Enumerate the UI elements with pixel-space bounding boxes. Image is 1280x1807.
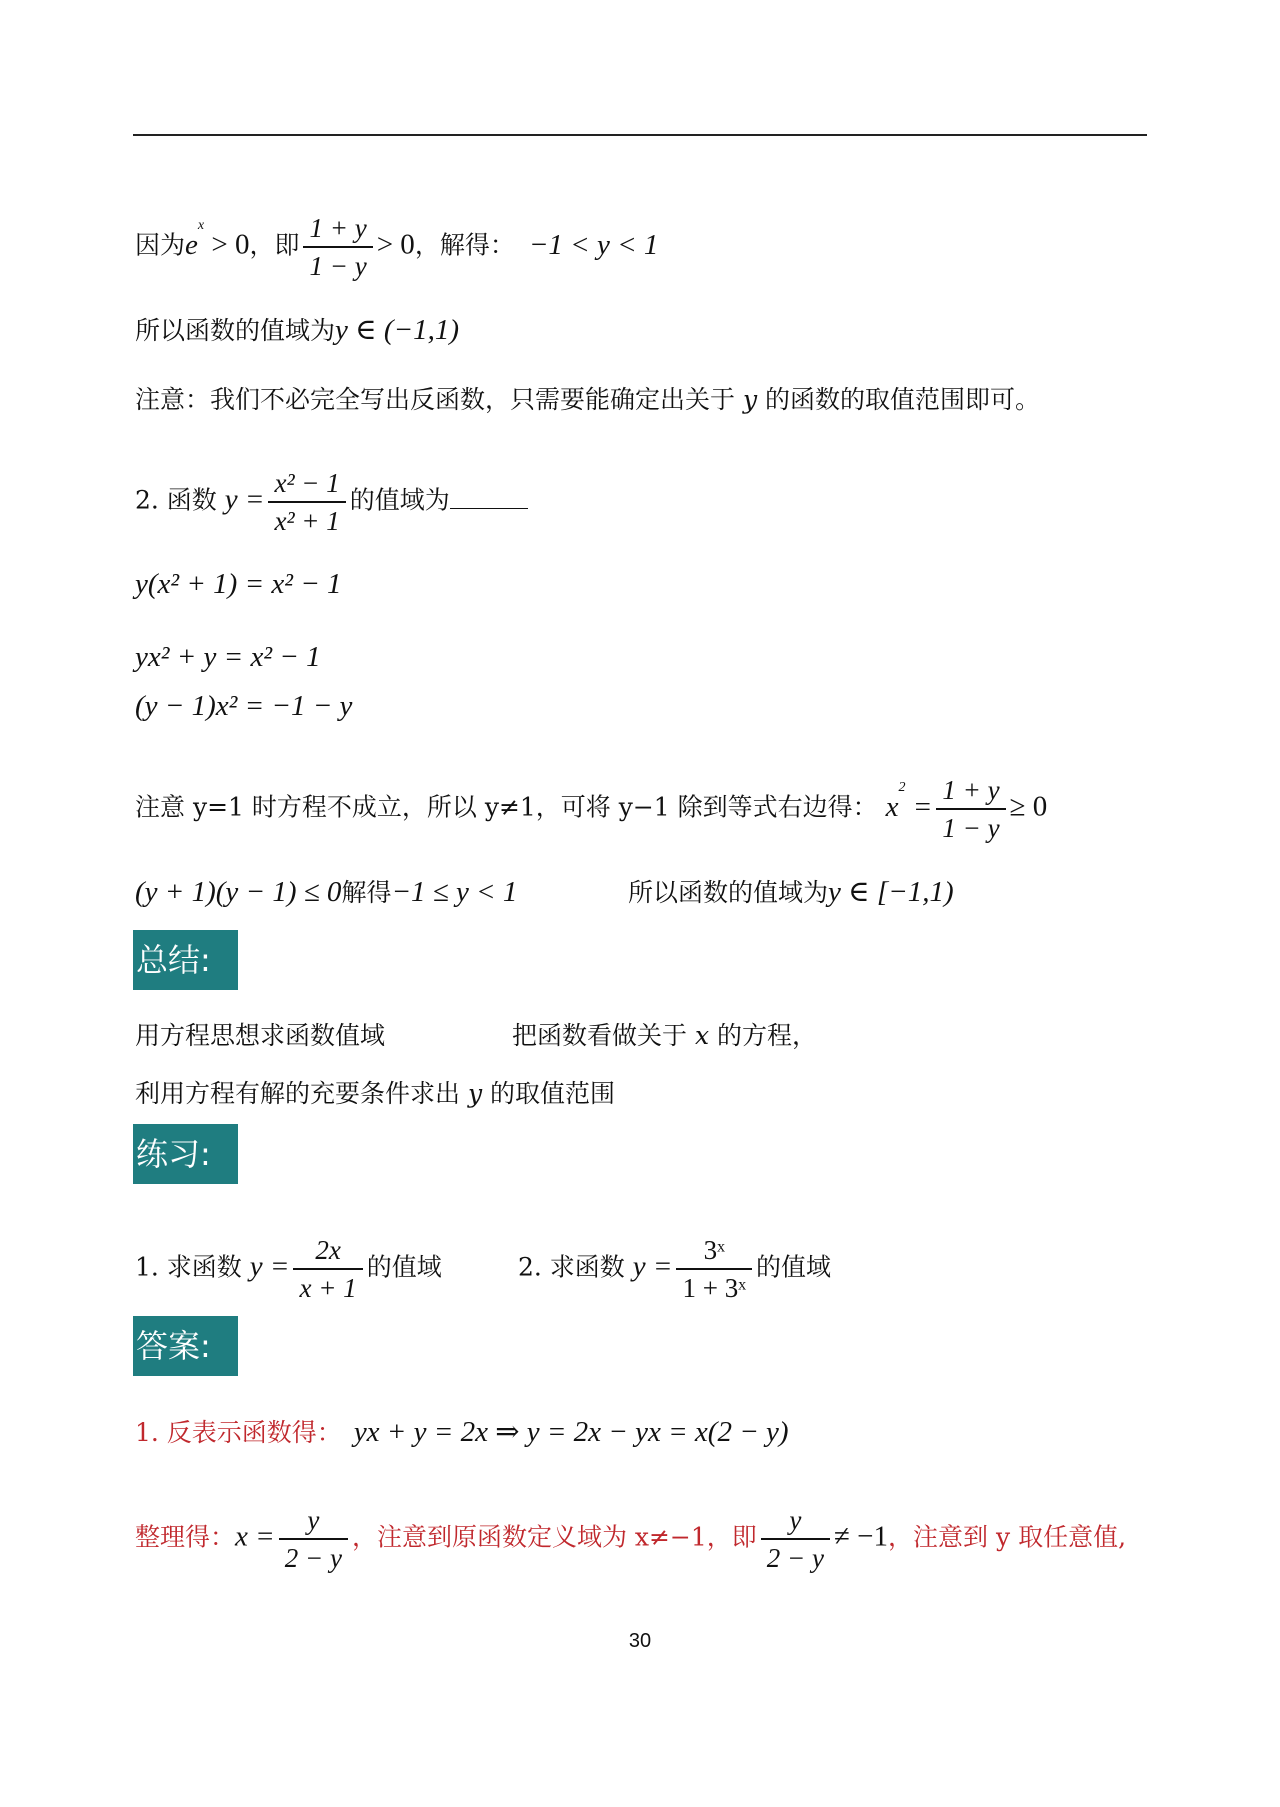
practice-problem-1: 1. 求函数 y = $\frac{2x}{x + 1}$ 的值域: [135, 1232, 442, 1306]
equation: yx² + y = x² − 1: [135, 641, 321, 673]
line-note: 注意：我们不必完全写出反函数，只需要能确定出关于 y 的函数的取值范围即可。: [135, 385, 1041, 414]
equation: (y − 1)x² = −1 − y: [135, 690, 353, 722]
summary-line-1: 用方程思想求函数值域: [135, 1021, 386, 1050]
fraction: $\frac{\text{3ˣ}}{\text{1 + 3ˣ}}$: [676, 1232, 752, 1306]
line-solve-result: (y + 1)(y − 1) ≤ 0解得−1 ≤ y < 1: [135, 876, 518, 908]
fraction: $\frac{1 + y}{1 - y}$: [936, 772, 1005, 846]
answer-blank: [450, 484, 528, 509]
summary-line-1b: 把函数看做关于 x 的方程，: [512, 1021, 818, 1050]
fraction: $\frac{\text{x² − 1}}{\text{x² + 1}}$: [268, 465, 345, 539]
line-note-y-ne-1: 注意 y=1 时方程不成立，所以 y≠1，可将 y−1 除到等式右边得： $x^2$ = $\frac{1 + y}{1 - y}$ ≥ 0: [135, 772, 1047, 846]
line-range-conclusion: 所以函数的值域为y ∈ (−1,1): [135, 314, 459, 346]
line-problem-2: 2. 函数 y = $\frac{\text{x² − 1}}{\text{x² + 1}}$ 的值域为: [135, 465, 528, 539]
practice-heading: 练习:: [133, 1124, 238, 1184]
fraction: $\frac{y}{2 - y}$: [279, 1502, 348, 1576]
answer-line-2: 整理得：x = $\frac{y}{2 - y}$ ，注意到原函数定义域为 x≠−1，即 $\frac{y}{2 - y}$ ≠ −1，注意到 y 取任意值,: [135, 1502, 1126, 1576]
line-ex-positive: 因为$e^x > 0$，即 $\frac{1 + y}{1 - y}$ > 0，解得： −1 < y < 1: [135, 210, 658, 284]
equation: y(x² + 1) = x² − 1: [135, 568, 342, 600]
practice-problem-2: 2. 求函数 y = $\frac{\text{3ˣ}}{\text{1 + 3ˣ}}$ 的值域: [518, 1232, 831, 1306]
fraction: $\frac{y}{2 - y}$: [761, 1502, 830, 1576]
answer-line-1: 1. 反表示函数得： yx + y = 2x ⇒ y = 2x − yx = x(2 − y): [135, 1416, 789, 1448]
answers-heading: 答案:: [133, 1316, 238, 1376]
header-rule: [133, 134, 1147, 136]
fraction: $\frac{2x}{x + 1}$: [293, 1232, 362, 1306]
line-solve-range: 所以函数的值域为y ∈ [−1,1): [628, 876, 954, 908]
fraction: $\frac{1 + y}{1 - y}$: [303, 210, 372, 284]
math-ex: $e^x$: [185, 218, 205, 261]
page-number: 30: [628, 1630, 652, 1652]
summary-heading: 总结:: [133, 930, 238, 990]
summary-line-2: 利用方程有解的充要条件求出 y 的取值范围: [135, 1079, 616, 1108]
